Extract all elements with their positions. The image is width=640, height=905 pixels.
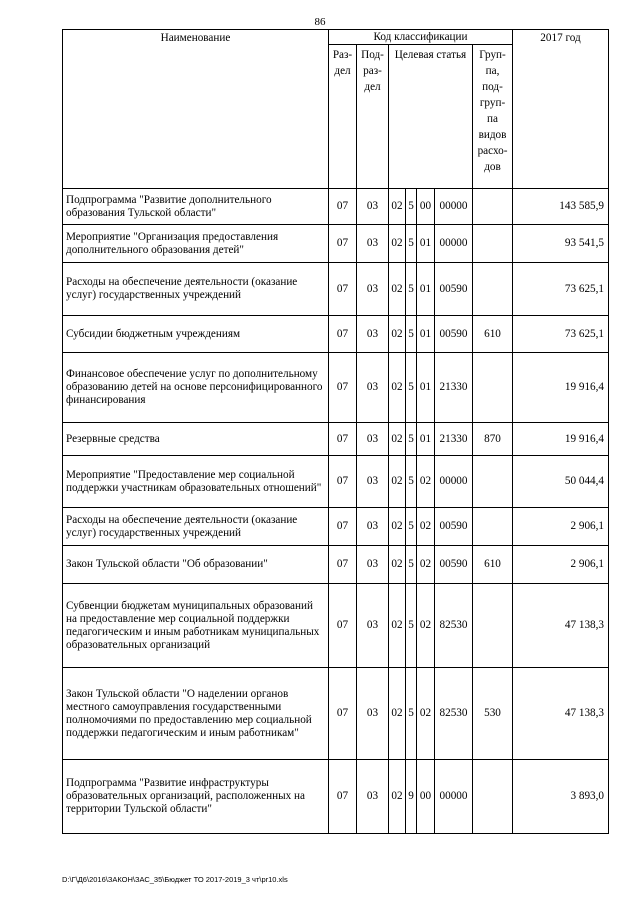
row-subsection: 03 bbox=[357, 668, 389, 760]
row-expense-group: 530 bbox=[473, 668, 513, 760]
row-amount: 93 541,5 bbox=[513, 225, 609, 263]
row-section: 07 bbox=[329, 189, 357, 225]
row-target-subprogram: 5 bbox=[406, 508, 417, 546]
row-target-subprogram: 5 bbox=[406, 668, 417, 760]
row-subsection: 03 bbox=[357, 189, 389, 225]
row-target-subprogram: 5 bbox=[406, 456, 417, 508]
table-row bbox=[63, 316, 609, 353]
row-target-direction: 00000 bbox=[435, 189, 473, 225]
row-target-event: 02 bbox=[417, 546, 435, 584]
row-subsection: 03 bbox=[357, 316, 389, 353]
row-target-direction: 00590 bbox=[435, 316, 473, 353]
row-target-program: 02 bbox=[389, 189, 406, 225]
row-amount: 2 906,1 bbox=[513, 508, 609, 546]
row-target-program: 02 bbox=[389, 423, 406, 456]
row-target-subprogram: 5 bbox=[406, 546, 417, 584]
row-target-program: 02 bbox=[389, 584, 406, 668]
row-target-direction: 00000 bbox=[435, 760, 473, 834]
row-name: Подпрограмма "Развитие дополнительного образования Тульской области" bbox=[63, 189, 329, 225]
row-name: Финансовое обеспечение услуг по дополнительному образованию детей на основе персонифицированного финансирования bbox=[63, 353, 329, 423]
row-section: 07 bbox=[329, 760, 357, 834]
row-name: Закон Тульской области "О наделении органов местного самоуправления государственными полномочиями по предоставлению мер социальной поддержки педагогическим и иным работникам" bbox=[63, 668, 329, 760]
row-target-program: 02 bbox=[389, 353, 406, 423]
row-expense-group bbox=[473, 189, 513, 225]
row-section: 07 bbox=[329, 508, 357, 546]
row-expense-group: 610 bbox=[473, 316, 513, 353]
row-target-direction: 82530 bbox=[435, 584, 473, 668]
row-expense-group bbox=[473, 584, 513, 668]
row-target-event: 01 bbox=[417, 423, 435, 456]
row-section: 07 bbox=[329, 423, 357, 456]
row-section: 07 bbox=[329, 316, 357, 353]
row-name: Закон Тульской области "Об образовании" bbox=[63, 546, 329, 584]
row-target-direction: 00590 bbox=[435, 508, 473, 546]
table-row bbox=[63, 584, 609, 668]
row-target-event: 01 bbox=[417, 316, 435, 353]
table-row bbox=[63, 189, 609, 225]
row-amount: 3 893,0 bbox=[513, 760, 609, 834]
row-target-subprogram: 5 bbox=[406, 225, 417, 263]
row-name: Резервные средства bbox=[63, 423, 329, 456]
row-target-event: 00 bbox=[417, 760, 435, 834]
row-target-program: 02 bbox=[389, 263, 406, 316]
row-target-program: 02 bbox=[389, 668, 406, 760]
row-target-event: 02 bbox=[417, 668, 435, 760]
page-number: 86 bbox=[314, 16, 326, 28]
row-expense-group bbox=[473, 760, 513, 834]
row-target-subprogram: 5 bbox=[406, 316, 417, 353]
row-target-program: 02 bbox=[389, 508, 406, 546]
row-subsection: 03 bbox=[357, 760, 389, 834]
row-target-subprogram: 5 bbox=[406, 263, 417, 316]
row-section: 07 bbox=[329, 225, 357, 263]
table-row bbox=[63, 456, 609, 508]
table-row bbox=[63, 668, 609, 760]
row-name: Мероприятие "Предоставление мер социальной поддержки участникам образовательных отношений" bbox=[63, 456, 329, 508]
row-name: Расходы на обеспечение деятельности (оказание услуг) государственных учреждений bbox=[63, 263, 329, 316]
row-target-subprogram: 5 bbox=[406, 584, 417, 668]
header-year: 2017 год bbox=[513, 30, 609, 189]
row-amount: 47 138,3 bbox=[513, 584, 609, 668]
table-row bbox=[63, 423, 609, 456]
row-amount: 73 625,1 bbox=[513, 316, 609, 353]
row-target-direction: 00000 bbox=[435, 456, 473, 508]
row-target-program: 02 bbox=[389, 456, 406, 508]
row-amount: 19 916,4 bbox=[513, 353, 609, 423]
row-subsection: 03 bbox=[357, 546, 389, 584]
row-target-direction: 00590 bbox=[435, 546, 473, 584]
row-target-event: 01 bbox=[417, 263, 435, 316]
row-subsection: 03 bbox=[357, 225, 389, 263]
row-name: Подпрограмма "Развитие инфраструктуры образовательных организаций, расположенных на территории Тульской области" bbox=[63, 760, 329, 834]
row-name: Расходы на обеспечение деятельности (оказание услуг) государственных учреждений bbox=[63, 508, 329, 546]
row-expense-group bbox=[473, 508, 513, 546]
row-expense-group bbox=[473, 353, 513, 423]
row-target-direction: 82530 bbox=[435, 668, 473, 760]
table-row bbox=[63, 760, 609, 834]
row-section: 07 bbox=[329, 584, 357, 668]
row-target-direction: 00590 bbox=[435, 263, 473, 316]
row-target-program: 02 bbox=[389, 225, 406, 263]
row-section: 07 bbox=[329, 456, 357, 508]
row-target-subprogram: 5 bbox=[406, 353, 417, 423]
row-target-program: 02 bbox=[389, 546, 406, 584]
row-subsection: 03 bbox=[357, 353, 389, 423]
row-target-direction: 21330 bbox=[435, 423, 473, 456]
row-subsection: 03 bbox=[357, 456, 389, 508]
header-name: Наименование bbox=[63, 30, 329, 189]
budget-table bbox=[62, 29, 609, 834]
row-target-direction: 21330 bbox=[435, 353, 473, 423]
file-path-footer: D:\Г\Д6\2016\ЗАКОН\ЗАС_35\Бюджет ТО 2017-2019_3 чт\pr10.xls bbox=[62, 875, 288, 884]
row-amount: 73 625,1 bbox=[513, 263, 609, 316]
row-target-event: 00 bbox=[417, 189, 435, 225]
table-row bbox=[63, 353, 609, 423]
row-expense-group bbox=[473, 263, 513, 316]
header-expense-group: Груп- па, под- груп- па видов расхо- дов bbox=[473, 45, 513, 189]
table-row bbox=[63, 263, 609, 316]
row-amount: 19 916,4 bbox=[513, 423, 609, 456]
row-subsection: 03 bbox=[357, 423, 389, 456]
row-amount: 50 044,4 bbox=[513, 456, 609, 508]
row-target-event: 02 bbox=[417, 508, 435, 546]
row-subsection: 03 bbox=[357, 584, 389, 668]
table-row bbox=[63, 225, 609, 263]
row-amount: 143 585,9 bbox=[513, 189, 609, 225]
row-section: 07 bbox=[329, 353, 357, 423]
header-section: Раз- дел bbox=[329, 45, 357, 189]
table-row bbox=[63, 508, 609, 546]
row-section: 07 bbox=[329, 263, 357, 316]
row-target-program: 02 bbox=[389, 316, 406, 353]
row-target-event: 02 bbox=[417, 584, 435, 668]
row-target-subprogram: 5 bbox=[406, 423, 417, 456]
row-amount: 2 906,1 bbox=[513, 546, 609, 584]
row-target-event: 02 bbox=[417, 456, 435, 508]
row-expense-group bbox=[473, 225, 513, 263]
row-subsection: 03 bbox=[357, 508, 389, 546]
row-expense-group: 870 bbox=[473, 423, 513, 456]
header-target-article: Целевая статья bbox=[389, 45, 473, 189]
row-section: 07 bbox=[329, 546, 357, 584]
row-name: Субсидии бюджетным учреждениям bbox=[63, 316, 329, 353]
row-amount: 47 138,3 bbox=[513, 668, 609, 760]
row-target-subprogram: 9 bbox=[406, 760, 417, 834]
row-target-event: 01 bbox=[417, 353, 435, 423]
table-row bbox=[63, 546, 609, 584]
row-expense-group bbox=[473, 456, 513, 508]
header-classification-code: Код классификации bbox=[329, 30, 513, 45]
row-section: 07 bbox=[329, 668, 357, 760]
row-target-program: 02 bbox=[389, 760, 406, 834]
row-name: Мероприятие "Организация предоставления дополнительного образования детей" bbox=[63, 225, 329, 263]
row-name: Субвенции бюджетам муниципальных образований на предоставление мер социальной поддержки педагогическим и иным работникам муниципальных образовательных организаций bbox=[63, 584, 329, 668]
row-expense-group: 610 bbox=[473, 546, 513, 584]
row-target-direction: 00000 bbox=[435, 225, 473, 263]
row-subsection: 03 bbox=[357, 263, 389, 316]
row-target-event: 01 bbox=[417, 225, 435, 263]
header-subsection: Под- раз- дел bbox=[357, 45, 389, 189]
row-target-subprogram: 5 bbox=[406, 189, 417, 225]
